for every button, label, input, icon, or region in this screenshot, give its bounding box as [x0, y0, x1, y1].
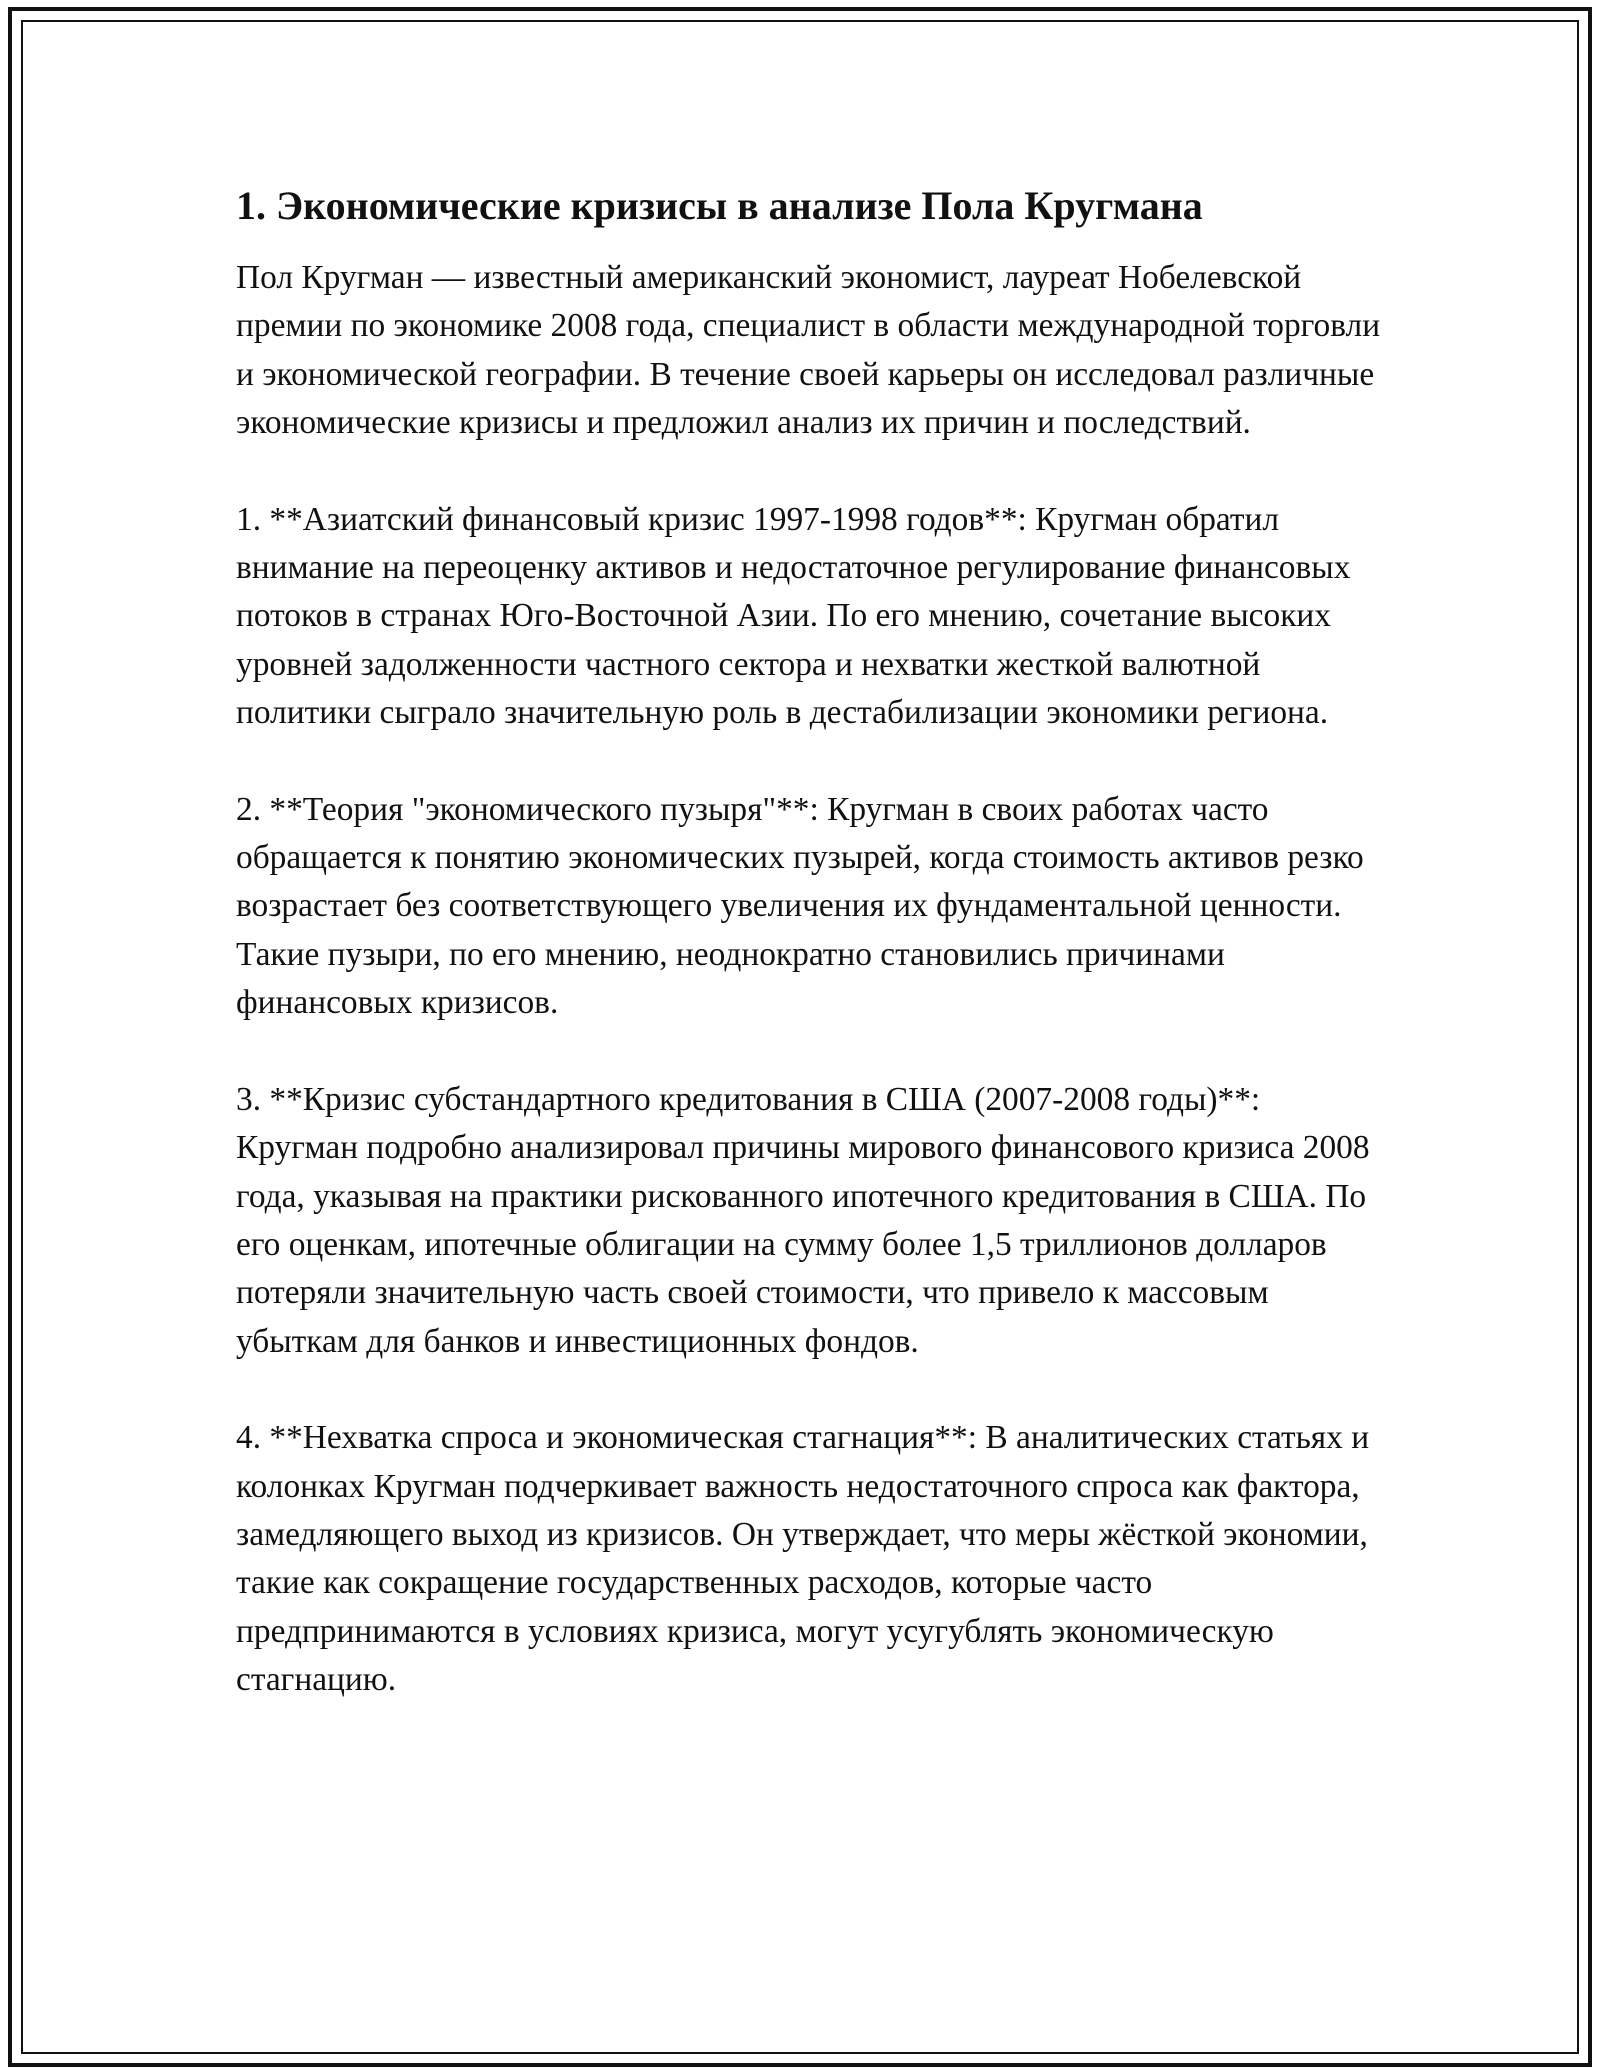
list-item-bubble-theory: 2. **Теория "экономического пузыря"**: Кругман в своих работах часто обращается к понятию экономических пузырей, когда стоимость активов резко возрастает без соответствующего увеличения их фундаментальной ценности. Такие пузыри, по его мнению, неоднократно становились причинами финансовых кризисов.: [236, 790, 1364, 1022]
list-item-asian-crisis: 1. **Азиатский финансовый кризис 1997-1998 годов**: Кругман обратил внимание на переоценку активов и недостаточное регулирование финансовых потоков в странах Юго-Восточной Азии. По его мнению, сочетание высоких уровней задолженности частного сектора и нехватки жесткой валютной политики сыграло значительную роль в дестабилизации экономики региона.: [236, 500, 1351, 732]
list-item-demand-shortage: 4. **Нехватка спроса и экономическая стагнация**: В аналитических статьях и колонках Кругман подчеркивает важность недостаточного спроса как фактора, замедляющего выход из кризисов. Он утверждает, что меры жёсткой экономии, такие как сокращение государственных расходов, которые часто предпринимаются в условиях кризиса, могут усугублять экономическую стагнацию.: [236, 1419, 1370, 1699]
document-title: 1. Экономические кризисы в анализе Пола Кругмана: [236, 183, 1203, 228]
list-item-subprime-crisis: 3. **Кризис субстандартного кредитования в США (2007-2008 годы)**: Кругман подробно анализировал причины мирового финансового кризиса 2008 года, указывая на практики рискованного ипотечного кредитования в США. По его оценкам, ипотечные облигации на сумму более 1,5 триллионов долларов потеряли значительную часть своей стоимости, что привело к массовым убыткам для банков и инвестиционных фондов.: [236, 1080, 1370, 1360]
document-body: [236, 176, 1386, 1753]
intro-paragraph: Пол Кругман — известный американский экономист, лауреат Нобелевской премии по экономике 2008 года, специалист в области международной торговли и экономической географии. В течение своей карьеры он исследовал различные экономические кризисы и предложил анализ их причин и последствий.: [236, 259, 1381, 442]
